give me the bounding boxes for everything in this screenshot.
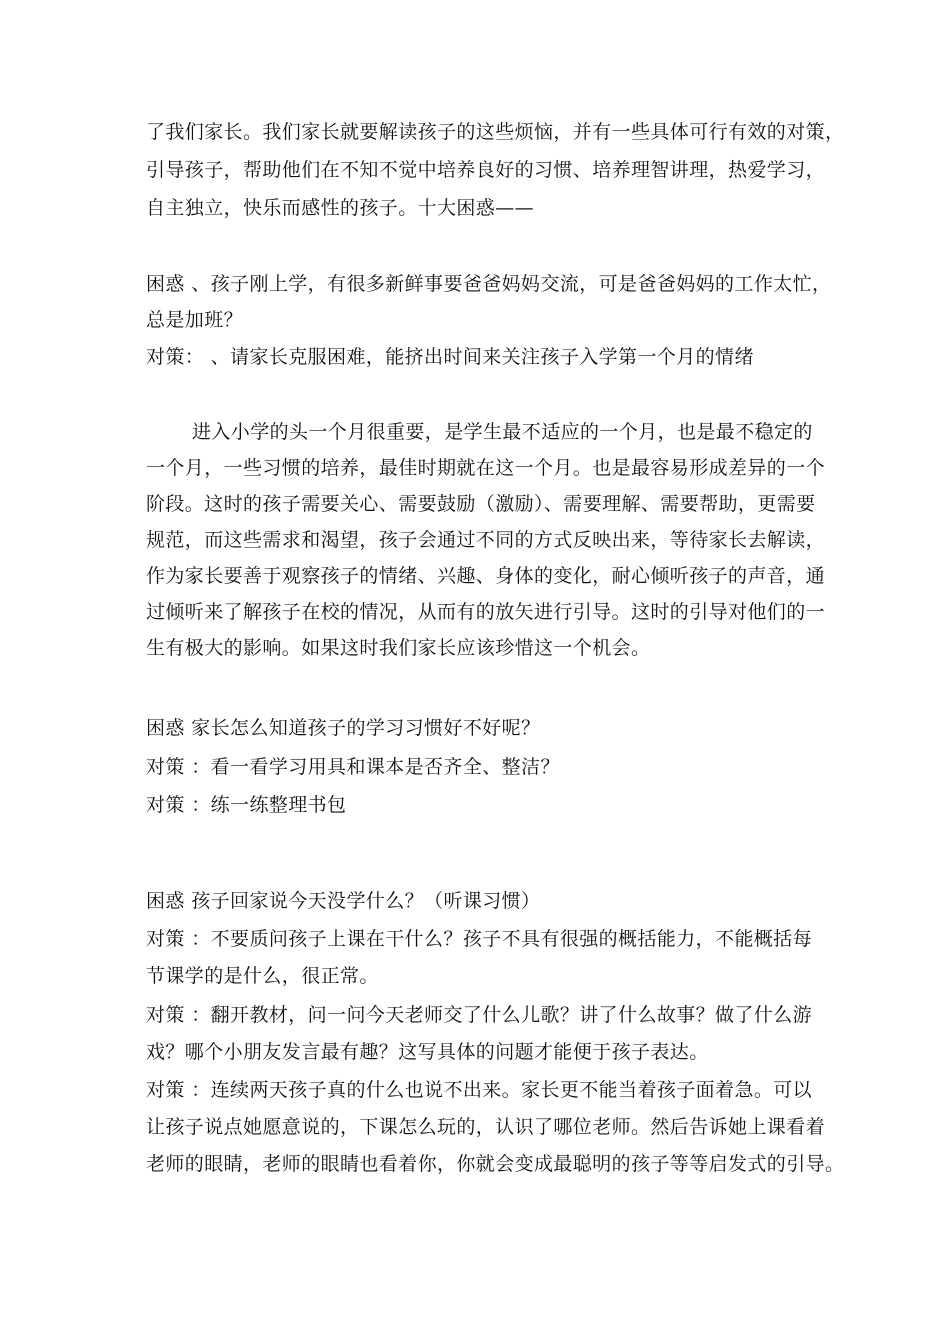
text-line: 对策 ：练一练整理书包: [146, 794, 347, 816]
text-line: 总是加班？: [146, 309, 244, 331]
text-line: 对策 ：连续两天孩子真的什么也说不出来。家长更不能当着孩子面着急。可以: [146, 1079, 813, 1101]
text-line: 让孩子说点她愿意说的，下课怎么玩的，认识了哪位老师。然后告诉她上课看着: [146, 1116, 826, 1138]
text-line: 引导孩子，帮助他们在不知不觉中培养良好的习惯、培养理智讲理，热爱学习，: [146, 159, 826, 181]
text-line: 了我们家长。我们家长就要解读孩子的这些烦恼，并有一些具体可行有效的对策，: [146, 121, 845, 143]
text-line: 作为家长要善于观察孩子的情绪、兴趣、身体的变化，耐心倾听孩子的声音，通: [146, 565, 826, 587]
text-line: 对策 ：看一看学习用具和课本是否齐全、整洁？: [146, 756, 560, 778]
text-line: 老师的眼睛，老师的眼睛也看着你，你就会变成最聪明的孩子等等启发式的引导。: [146, 1153, 845, 1175]
text-line: 对策： 、请家长克服困难，能挤出时间来关注孩子入学第一个月的情绪: [146, 346, 754, 368]
text-line: 一个月，一些习惯的培养，最佳时期就在这一个月。也是最容易形成差异的一个: [146, 457, 826, 479]
text-line: 困惑 家长怎么知道孩子的学习习惯好不好呢？: [146, 717, 541, 739]
text-line: 自主独立，快乐而感性的孩子。十大困惑——: [146, 197, 535, 219]
text-line: 生有极大的影响。如果这时我们家长应该珍惜这一个机会。: [146, 637, 651, 659]
text-line: 困惑 孩子回家说今天没学什么？（听课习惯）: [146, 890, 541, 912]
text-line: 过倾听来了解孩子在校的情况，从而有的放矢进行引导。这时的引导对他们的一: [146, 601, 826, 623]
text-line: 节课学的是什么，很正常。: [146, 965, 379, 987]
text-line: 戏？哪个小朋友发言最有趣？这写具体的问题才能便于孩子表达。: [146, 1041, 709, 1063]
text-line: 规范，而这些需求和渴望，孩子会通过不同的方式反映出来，等待家长去解读，: [146, 529, 826, 551]
text-line: 进入小学的头一个月很重要，是学生最不适应的一个月，也是最不稳定的: [192, 421, 813, 443]
text-line: 对策 ：不要质问孩子上课在干什么？孩子不具有很强的概括能力，不能概括每: [146, 928, 813, 950]
text-line: 阶段。这时的孩子需要关心、需要鼓励（激励）、需要理解、需要帮助，更需要: [146, 493, 816, 515]
text-line: 对策 ：翻开教材，问一问今天老师交了什么儿歌？讲了什么故事？做了什么游: [146, 1004, 813, 1026]
text-line: 困惑 、孩子刚上学，有很多新鲜事要爸爸妈妈交流，可是爸爸妈妈的工作太忙，: [146, 273, 832, 295]
